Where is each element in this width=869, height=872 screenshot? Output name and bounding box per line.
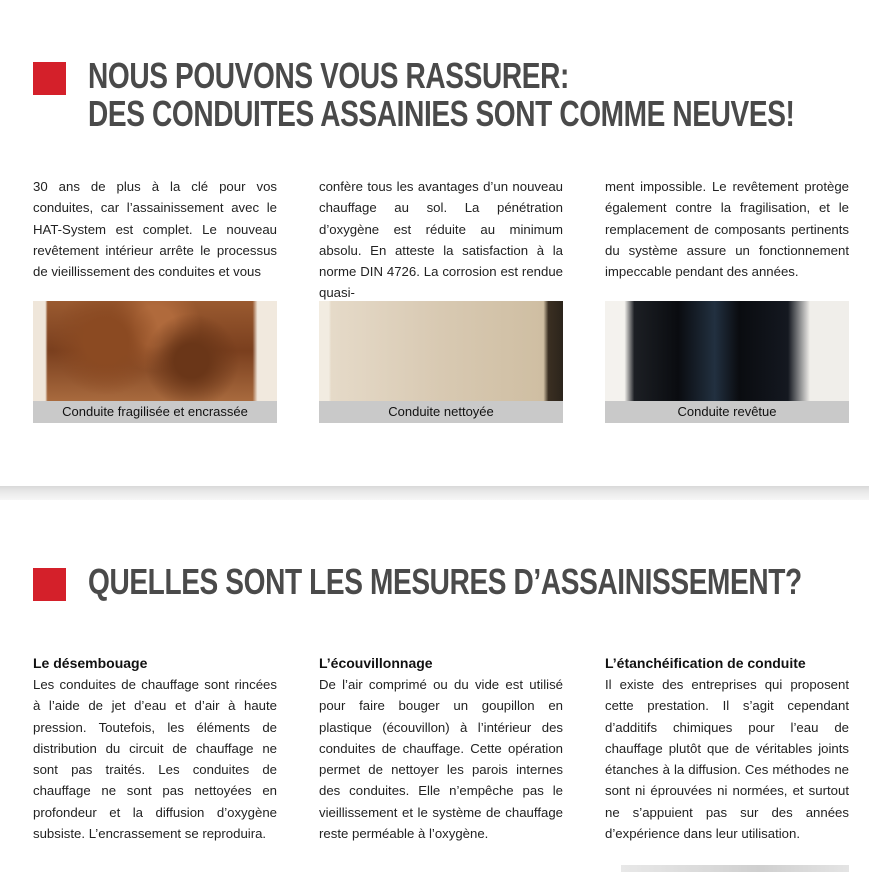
section1-columns [33, 176, 849, 304]
section1-column-text: confère tous les avantages d’un nouveau chauffage au sol. La pénétration d’oxygène est réduite au minimum absolu. En atteste la satisfaction à la norme DIN 4726. La corrosion est rendue quasi- [319, 179, 563, 301]
section1-column-3 [605, 176, 849, 304]
page-divider [0, 486, 869, 500]
photo-fragile-pipe [33, 301, 277, 423]
section2-column-etancheification [605, 653, 849, 844]
photo-caption: Conduite revêtue [605, 401, 849, 423]
section2-column-desembouage [33, 653, 277, 844]
section1-column-text: ment impossible. Le revêtement protège également contre la fragilisation, et le remplacement de composants pertinents du système assure un fonctionnement impeccable pendant des années. [605, 179, 849, 280]
section2-column-ecouvillonnage [319, 653, 563, 844]
section2-heading [88, 563, 802, 601]
section1-title [33, 57, 869, 133]
section2-columns [33, 653, 849, 844]
section1-title-line-2: DES CONDUITES ASSAINIES SONT COMME NEUVES! [88, 93, 795, 134]
column-heading: L’écouvillonnage [319, 655, 433, 671]
section2-title [33, 563, 869, 601]
red-square-marker [33, 62, 66, 95]
section1-heading [88, 57, 795, 133]
section1-title-line-1: NOUS POUVONS VOUS RASSURER: [88, 55, 569, 96]
section1-column-2 [319, 176, 563, 304]
photo-coated-pipe [605, 301, 849, 423]
section2-title-line: QUELLES SONT LES MESURES D’ASSAINISSEMENT? [88, 561, 802, 602]
photo-caption: Conduite fragilisée et encrassée [33, 401, 277, 423]
column-heading: Le désembouage [33, 655, 148, 671]
section1-column-text: 30 ans de plus à la clé pour vos conduites, car l’assainissement avec le HAT-System est complet. Le nouveau revêtement intérieur arrête le processus de vieillissement des conduites et vous [33, 179, 277, 280]
photo-cleaned-pipe [319, 301, 563, 423]
column-heading: L’étanchéification de conduite [605, 655, 806, 671]
column-text: Les conduites de chauffage sont rincées à l’aide de jet d’eau et d’air à haute pression. Toutefois, les éléments de distribution du circuit de chauffage ne sont pas traités. Les conduites de chauffage ne sont pas nettoyées en profondeur et la diffusion d’oxygène subsiste. L’encrassement se reproduira. [33, 677, 277, 842]
coated-pipe-image [605, 301, 849, 401]
red-square-marker [33, 568, 66, 601]
section1-column-1 [33, 176, 277, 304]
photo-caption: Conduite nettoyée [319, 401, 563, 423]
column-text: Il existe des entreprises qui proposent cette prestation. Il s’agit cependant d’additifs chimiques pour l’eau de chauffage plutôt que de véritables joints étanches à la diffusion. Ces méthodes ne sont ni éprouvées ni normées, et surtout ne s’appuient pas sur des années d’expérience dans leur utilisation. [605, 677, 849, 842]
cleaned-pipe-image [319, 301, 563, 401]
pipe-photos [33, 301, 849, 423]
column-text: De l’air comprimé ou du vide est utilisé pour faire bouger un goupillon en plastique (écouvillon) à l’intérieur des conduites de chauffage. Cette opération permet de nettoyer les parois internes des conduites. Elle n’empêche pas le vieillissement et le système de chauffage reste perméable à l’oxygène. [319, 677, 563, 842]
fragile-pipe-image [33, 301, 277, 401]
partial-photo [621, 865, 849, 872]
